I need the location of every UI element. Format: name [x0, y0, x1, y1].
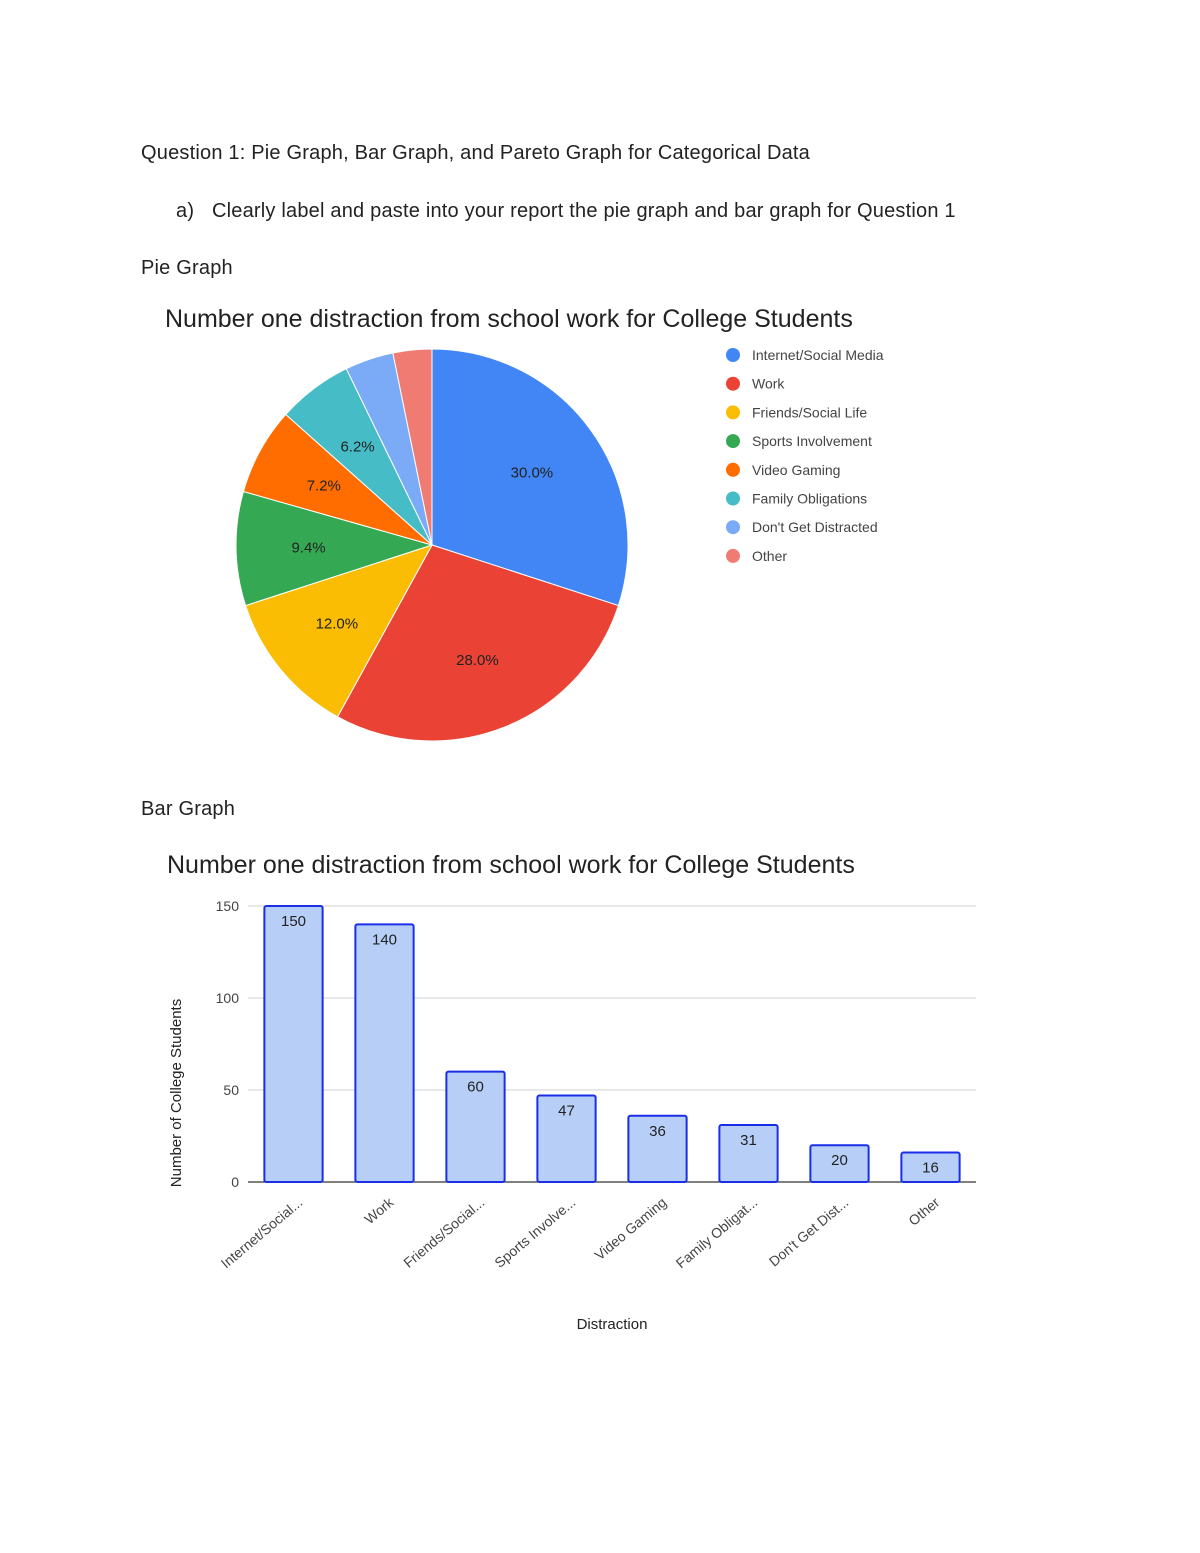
pie-section-label: Pie Graph	[141, 257, 233, 279]
legend-label: Other	[752, 547, 788, 564]
x-tick-label: Family Obligat...	[672, 1194, 761, 1272]
bar	[264, 906, 322, 1182]
pie-chart-title: Number one distraction from school work for College Students	[165, 305, 853, 333]
question-heading: Question 1: Pie Graph, Bar Graph, and Pareto Graph for Categorical Data	[141, 142, 810, 164]
bar	[355, 924, 413, 1182]
legend-label: Family Obligations	[752, 490, 868, 507]
x-axis-title: Distraction	[576, 1316, 648, 1333]
legend-swatch	[726, 549, 740, 563]
bar-value-label: 36	[649, 1122, 666, 1140]
y-tick-label: 0	[231, 1174, 239, 1190]
pie-slice-label: 30.0%	[510, 464, 554, 482]
legend-swatch	[726, 520, 740, 534]
x-tick-label: Friends/Social...	[400, 1194, 488, 1271]
x-tick-label: Sports Involve...	[491, 1194, 579, 1271]
x-tick-label: Other	[905, 1194, 943, 1229]
legend-label: Friends/Social Life	[752, 404, 868, 421]
bar-value-label: 16	[922, 1159, 939, 1177]
bar-value-label: 60	[467, 1078, 484, 1096]
legend-label: Don't Get Distracted	[752, 519, 878, 536]
bar-value-label: 20	[831, 1152, 848, 1170]
bar-value-label: 47	[558, 1102, 575, 1120]
legend-label: Video Gaming	[752, 461, 841, 478]
bar-value-label: 140	[371, 931, 398, 949]
bar-chart	[0, 838, 1200, 1348]
legend-swatch	[726, 434, 740, 448]
legend-swatch	[726, 463, 740, 477]
legend-swatch	[726, 348, 740, 362]
y-tick-label: 50	[223, 1082, 239, 1098]
x-tick-label: Video Gaming	[591, 1194, 670, 1264]
instruction-item	[176, 200, 956, 223]
bar-section-label: Bar Graph	[141, 798, 236, 820]
y-axis-title: Number of College Students	[168, 998, 185, 1188]
bar-chart-title: Number one distraction from school work for College Students	[167, 851, 855, 879]
pie-slice-label: 6.2%	[340, 438, 375, 456]
legend-swatch	[726, 377, 740, 391]
instruction-text: Clearly label and paste into your report the pie graph and bar graph for Question 1	[212, 200, 956, 222]
bar-value-label: 150	[280, 913, 307, 930]
bar-value-label: 31	[740, 1131, 757, 1149]
pie-chart	[0, 290, 1200, 760]
legend-label: Work	[752, 375, 785, 392]
pie-slice-label: 28.0%	[456, 651, 499, 669]
pie-slice-label: 12.0%	[315, 615, 359, 633]
legend-swatch	[726, 492, 740, 506]
y-tick-label: 150	[215, 898, 239, 914]
legend-label: Sports Involvement	[752, 433, 872, 450]
pie-slice-label: 9.4%	[291, 539, 326, 557]
legend-swatch	[726, 405, 740, 419]
x-tick-label: Internet/Social...	[217, 1194, 306, 1272]
list-marker: a)	[176, 200, 195, 222]
x-tick-label: Don't Get Dist...	[765, 1194, 852, 1270]
legend-label: Internet/Social Media	[752, 347, 884, 363]
y-tick-label: 100	[215, 990, 239, 1006]
x-tick-label: Work	[361, 1194, 397, 1228]
pie-slice-label: 7.2%	[306, 477, 341, 495]
